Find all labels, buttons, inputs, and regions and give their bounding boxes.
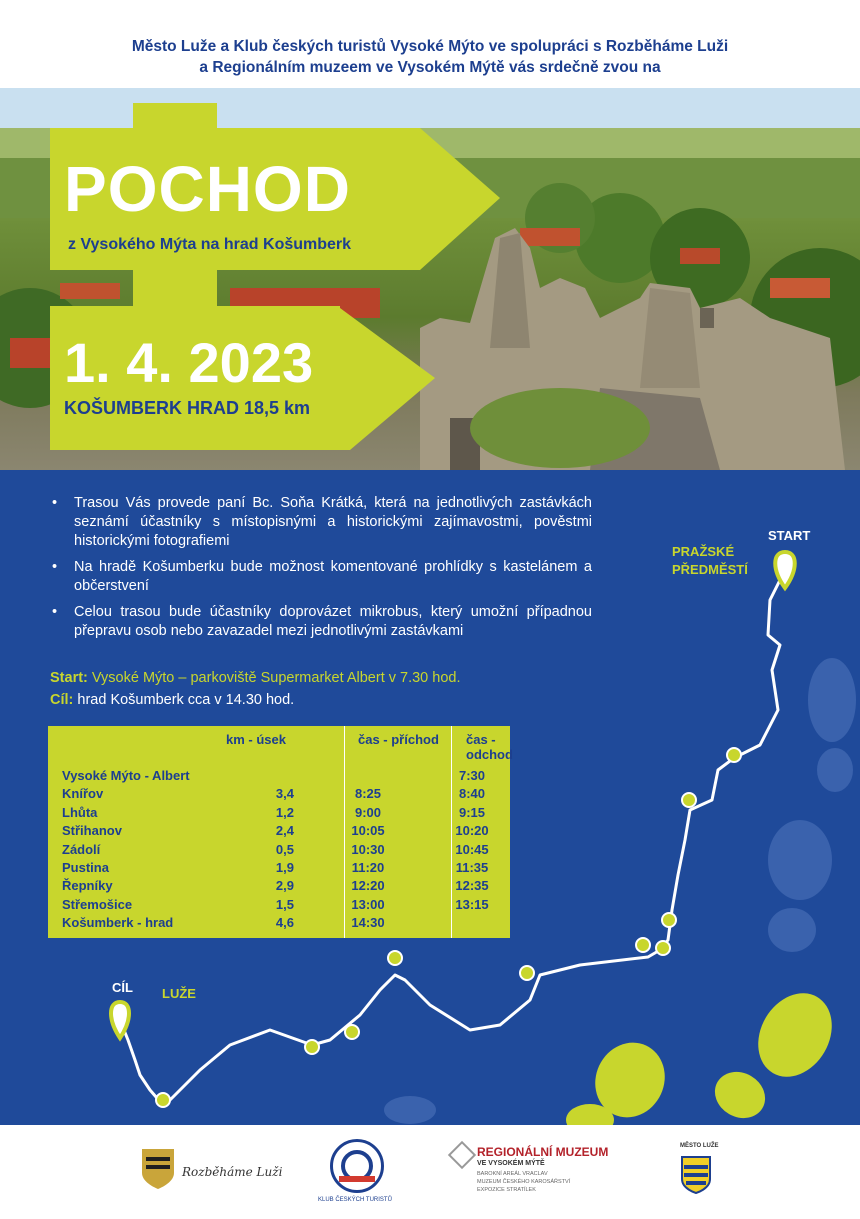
bullet-guide: • Trasou Vás provede paní Bc. Soňa Krátká, která na jednotlivých zastávkách seznámí účastníky s místopisnými a historickými zajímavostmi, pověstmi historickými fotografiemi bbox=[52, 494, 592, 551]
partner-logos bbox=[0, 1125, 860, 1219]
header-line-2: a Regionálním muzeem ve Vysokém Mýtě vás srdečně zvou na bbox=[199, 59, 661, 76]
event-date: 1. 4. 2023 bbox=[64, 331, 314, 394]
map-start-place-line1: PRAŽSKÉ bbox=[672, 544, 735, 559]
schedule-place: Knířov bbox=[62, 786, 104, 802]
schedule-table bbox=[48, 726, 513, 938]
table-row bbox=[48, 842, 510, 860]
schedule-km: 1,2 bbox=[275, 804, 294, 820]
finish-text: hrad Košumberk cca v 14.30 hod. bbox=[77, 692, 295, 708]
schedule-place: Řepníky bbox=[62, 878, 113, 894]
kct-logo bbox=[330, 1139, 384, 1193]
map-finish-label: CÍL bbox=[112, 980, 133, 995]
schedule-km: 3,4 bbox=[275, 786, 294, 802]
table-row bbox=[48, 897, 510, 915]
event-title: POCHOD bbox=[64, 153, 351, 225]
schedule-place: Zádolí bbox=[62, 841, 101, 857]
schedule-departure: 13:15 bbox=[455, 896, 489, 912]
schedule-arrival: 11:20 bbox=[351, 860, 385, 875]
schedule-arrival: 14:30 bbox=[351, 915, 385, 931]
footprint-icon bbox=[566, 980, 846, 1125]
start-info bbox=[50, 670, 461, 686]
schedule-departure: 8:40 bbox=[458, 786, 486, 802]
schedule-arrival: 8:25 bbox=[354, 786, 382, 802]
schedule-place: Košumberk - hrad bbox=[62, 915, 174, 931]
finish-label: Cíl: bbox=[50, 692, 74, 708]
schedule-km: 0,5 bbox=[275, 841, 294, 857]
schedule-place: Střemošice bbox=[62, 896, 133, 912]
rozbehame-logo bbox=[140, 1147, 176, 1191]
header-departure: čas - odchod bbox=[466, 732, 513, 762]
start-text: Vysoké Mýto – parkoviště Supermarket Albert v 7.30 hod. bbox=[91, 670, 461, 686]
info-bullets bbox=[52, 494, 592, 648]
schedule-arrival: 10:30 bbox=[351, 841, 385, 857]
header-line-1: Město Luže a Klub českých turistů Vysoké Mýto ve spolupráci s Rozběháme Luži bbox=[131, 38, 729, 55]
mesto-text: MĚSTO LUŽE bbox=[680, 1143, 719, 1149]
schedule-arrival: 9:00 bbox=[354, 804, 382, 820]
schedule-km: 2,9 bbox=[275, 878, 294, 894]
header-km: km - úsek bbox=[226, 732, 286, 747]
rozbehame-text: Rozběháme Luži bbox=[182, 1165, 283, 1179]
schedule-departure: 10:45 bbox=[455, 841, 489, 857]
map-start-label: START bbox=[768, 528, 811, 543]
event-place: KOŠUMBERK HRAD 18,5 km bbox=[64, 398, 311, 418]
start-label: Start: bbox=[50, 670, 88, 686]
schedule-place: Vysoké Mýto - Albert bbox=[62, 768, 190, 783]
kct-text: KLUB ČESKÝCH TURISTŮ bbox=[318, 1197, 392, 1203]
muzeum-line-2: MUZEUM ČESKÉHO KAROSÁŘSTVÍ bbox=[477, 1179, 571, 1185]
header-arrival: čas - příchod bbox=[358, 732, 439, 747]
schedule-km: 2,4 bbox=[275, 823, 294, 839]
schedule-departure: 10:20 bbox=[455, 823, 489, 839]
bullet-castle-tour: • Na hradě Košumberku bude možnost komentované prohlídky s kastelánem a občerstvení bbox=[52, 558, 592, 596]
map-start-place-line2: PŘEDMĚSTÍ bbox=[672, 562, 748, 577]
schedule-arrival: 10:05 bbox=[351, 823, 385, 839]
table-row bbox=[48, 805, 510, 823]
finish-info bbox=[50, 692, 294, 708]
muzeum-title: REGIONÁLNÍ MUZEUM bbox=[477, 1145, 609, 1159]
schedule-place: Lhůta bbox=[62, 804, 98, 820]
schedule-departure: 12:35 bbox=[455, 878, 489, 894]
schedule-arrival: 13:00 bbox=[351, 896, 385, 912]
mesto-coat-of-arms-icon bbox=[680, 1155, 712, 1195]
bullet-minibus: • Celou trasou bude účastníky doprovázet mikrobus, který umožní případnou přepravu osob nebo zavazadel mezi jednotlivými zastávkami bbox=[52, 603, 592, 641]
table-row bbox=[48, 823, 510, 841]
muzeum-line-3: EXPOZICE STRATÍLEK bbox=[477, 1187, 536, 1193]
event-subtitle: z Vysokého Mýta na hrad Košumberk bbox=[68, 236, 352, 253]
schedule-departure: 11:35 bbox=[455, 860, 489, 875]
schedule-km: 1,5 bbox=[275, 896, 294, 912]
table-row bbox=[48, 786, 510, 804]
schedule-departure: 9:15 bbox=[458, 804, 486, 820]
schedule-place: Střihanov bbox=[62, 823, 122, 839]
schedule-departure: 7:30 bbox=[458, 768, 486, 783]
table-row bbox=[48, 915, 510, 933]
muzeum-line-1: BAROKNÍ AREÁL VRACLAV bbox=[477, 1171, 548, 1177]
invitation-header bbox=[0, 0, 860, 88]
schedule-km: 1,9 bbox=[275, 860, 294, 875]
muzeum-logo bbox=[448, 1141, 476, 1169]
table-row bbox=[48, 860, 510, 878]
map-finish-place: LUŽE bbox=[162, 986, 196, 1001]
table-row bbox=[48, 768, 510, 786]
muzeum-subtitle: VE VYSOKÉM MÝTĚ bbox=[477, 1160, 545, 1167]
schedule-km: 4,6 bbox=[275, 915, 294, 931]
schedule-place: Pustina bbox=[62, 860, 109, 875]
table-row bbox=[48, 878, 510, 896]
schedule-arrival: 12:20 bbox=[351, 878, 385, 894]
